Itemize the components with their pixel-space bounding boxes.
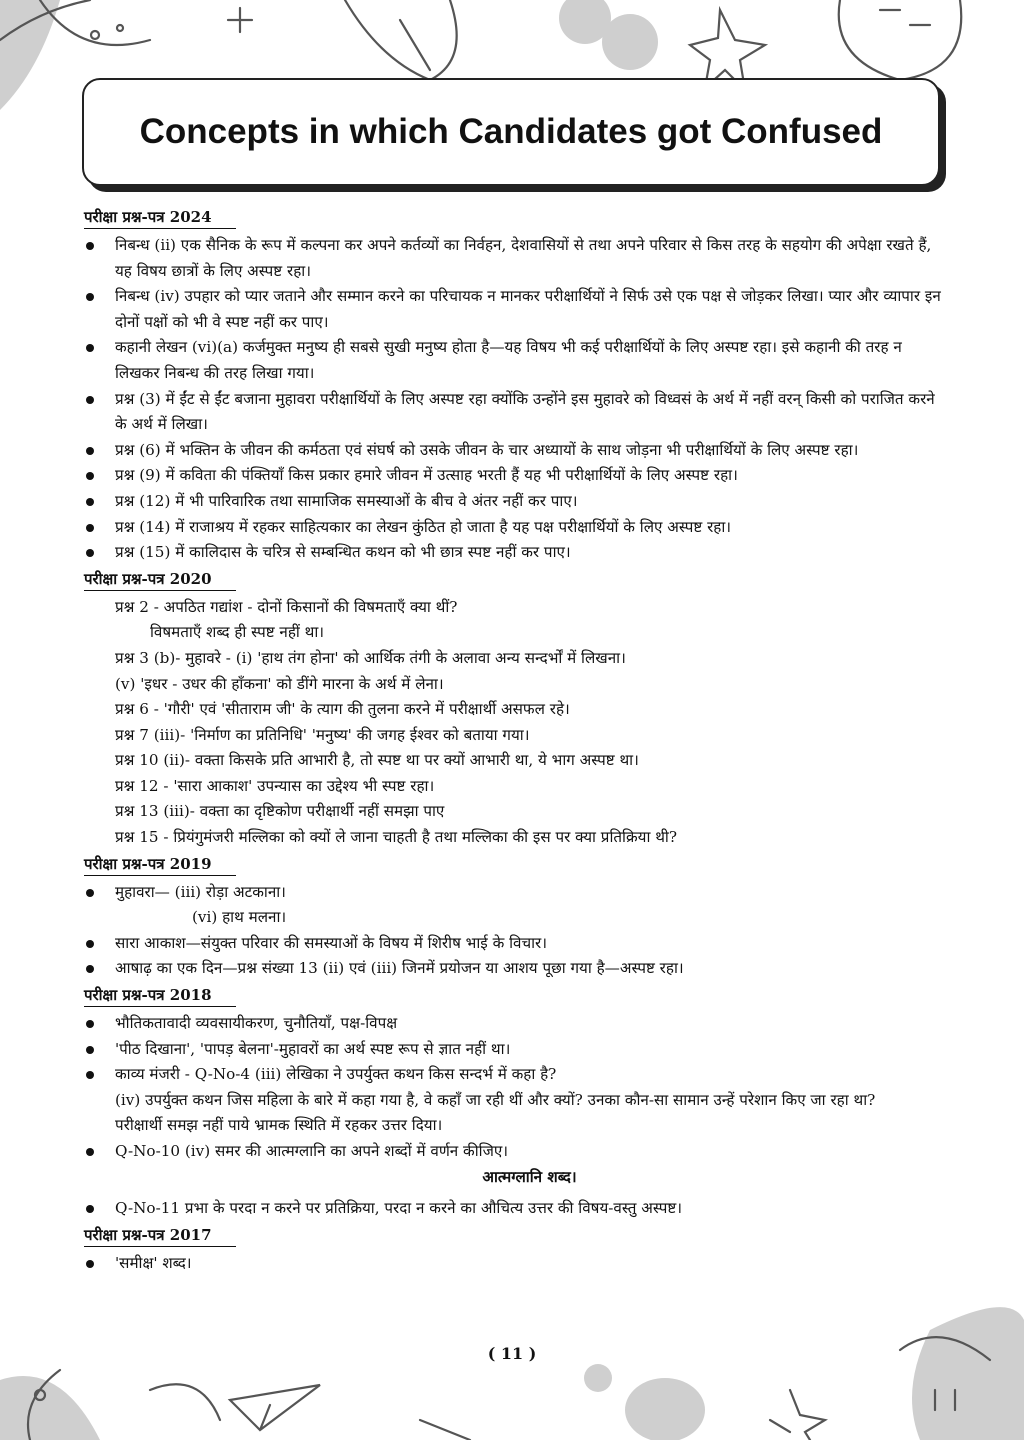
line: (iv) उपर्युक्त कथन जिस महिला के बारे में कहा गया है, वे कहाँ जा रही थीं और क्यों? उनका कौन-सा सामान उन्हें परेशान किए जा रहा था?	[115, 1090, 876, 1109]
list-item: प्रश्न (12) में भी पारिवारिक तथा सामाजिक समस्याओं के बीच वे अंतर नहीं कर पाए।	[84, 489, 944, 515]
list-item: प्रश्न (3) में ईंट से ईंट बजाना मुहावरा परीक्षार्थियों के लिए अस्पष्ट रहा क्योंकि उन्होंने इस मुहावरे को विध्वसं के अर्थ में नहीं वरन् किसी को पराजित करने के अर्थ में लिखा।	[84, 387, 944, 438]
list-2018-more	[84, 1139, 944, 1165]
line: प्रश्न 7 (iii)- 'निर्माण का प्रतिनिधि' 'मनुष्य' की जगह ईश्वर को बताया गया।	[115, 725, 530, 744]
list-item: Q-No-10 (iv) समर की आत्मग्लानि का अपने शब्दों में वर्णन कीजिए।	[84, 1139, 944, 1165]
line: विषमताएँ शब्द ही स्पष्ट नहीं था।	[150, 623, 325, 642]
page-title: Concepts in which Candidates got Confused	[139, 112, 883, 151]
line: प्रश्न 3 (b)- मुहावरे - (i) 'हाथ तंग होना' को आर्थिक तंगी के अलावा अन्य सन्दर्भों में लिखना।	[115, 648, 626, 667]
section-heading-2024: परीक्षा प्रश्न-पत्र 2024	[84, 206, 236, 229]
list-item: प्रश्न (15) में कालिदास के चरित्र से सम्बन्धित कथन को भी छात्र स्पष्ट नहीं कर पाए।	[84, 540, 944, 566]
note: आत्मग्लानि शब्द।	[482, 1167, 577, 1186]
line: प्रश्न 12 - 'सारा आकाश' उपन्यास का उद्देश्य भी स्पष्ट रहा।	[115, 776, 435, 795]
list-item: 'समीक्ष' शब्द।	[84, 1251, 944, 1277]
title-box	[82, 78, 940, 186]
list-item: प्रश्न (9) में कविता की पंक्तियाँ किस प्रकार हमारे जीवन में उत्साह भरती हैं यह भी परीक्षार्थियों के लिए अस्पष्ट रहा।	[84, 463, 944, 489]
section-heading-2017: परीक्षा प्रश्न-पत्र 2017	[84, 1224, 236, 1247]
list-item: मुहावरा— (iii) रोड़ा अटकाना।	[84, 880, 944, 906]
line: प्रश्न 13 (iii)- वक्ता का दृष्टिकोण परीक्षार्थी नहीं समझा पाए	[115, 802, 445, 821]
list-2018-last	[84, 1196, 944, 1222]
list-item: 'पीठ दिखाना', 'पापड़ बेलना'-मुहावरों का अर्थ स्पष्ट रूप से ज्ञात नहीं था।	[84, 1037, 944, 1063]
list-item: सारा आकाश—संयुक्त परिवार की समस्याओं के विषय में शिरीष भाई के विचार।	[84, 931, 944, 957]
list-item: Q-No-11 प्रभा के परदा न करने पर प्रतिक्रिया, परदा न करने का औचित्य उत्तर की विषय-वस्तु अस्पष्ट।	[84, 1196, 944, 1222]
line: प्रश्न 2 - अपठित गद्यांश - दोनों किसानों की विषमताएँ क्या थीं?	[115, 597, 458, 616]
list-item: भौतिकतावादी व्यवसायीकरण, चुनौतियाँ, पक्ष-विपक्ष	[84, 1011, 944, 1037]
list-2019	[84, 880, 944, 906]
list-2018	[84, 1011, 944, 1088]
list-item: आषाढ़ का एक दिन—प्रश्न संख्या 13 (ii) एवं (iii) जिनमें प्रयोजन या आशय पूछा गया है—अस्पष्ट रहा।	[84, 956, 944, 982]
list-item: निबन्ध (iv) उपहार को प्यार जताने और सम्मान करने का परिचायक न मानकर परीक्षार्थियों ने सिर्फ उसे एक पक्ष से जोड़कर लिखा। प्यार और व्यापार इन दोनों पक्षों को भी वे स्पष्ट नहीं कर पाए।	[84, 284, 944, 335]
line: परीक्षार्थी समझ नहीं पाये भ्रामक स्थिति में रहकर उत्तर दिया।	[115, 1116, 443, 1135]
line: (vi) हाथ मलना।	[192, 908, 287, 927]
section-heading-2018: परीक्षा प्रश्न-पत्र 2018	[84, 984, 236, 1007]
list-2019-more	[84, 931, 944, 982]
page-number: ( 11 )	[487, 1344, 537, 1363]
section-heading-2019: परीक्षा प्रश्न-पत्र 2019	[84, 853, 236, 876]
line: प्रश्न 6 - 'गौरी' एवं 'सीताराम जी' के त्याग की तुलना करने में परीक्षार्थी असफल रहे।	[115, 700, 570, 719]
list-item: प्रश्न (14) में राजाश्रय में रहकर साहित्यकार का लेखन कुंठित हो जाता है यह पक्ष परीक्षार्थियों के लिए अस्पष्ट रहा।	[84, 515, 944, 541]
list-2024	[84, 233, 944, 566]
list-2017	[84, 1251, 944, 1277]
line: प्रश्न 15 - प्रियंगुमंजरी मल्लिका को क्यों ले जाना चाहती है तथा मल्लिका की इस पर क्या प्रतिक्रिया थी?	[115, 828, 677, 847]
content	[84, 204, 944, 1276]
list-item: कहानी लेखन (vi)(a) कर्जमुक्त मनुष्य ही सबसे सुखी मनुष्य होता है—यह विषय भी कई परीक्षार्थियों के लिए अस्पष्ट रहा। इसे कहानी की तरह न लिखकर निबन्ध की तरह लिखा गया।	[84, 335, 944, 386]
line: (v) 'इधर - उधर की हाँकना' को डींगे मारना के अर्थ में लेना।	[115, 674, 444, 693]
list-item: काव्य मंजरी - Q-No-4 (iii) लेखिका ने उपर्युक्त कथन किस सन्दर्भ में कहा है?	[84, 1062, 944, 1088]
section-heading-2020: परीक्षा प्रश्न-पत्र 2020	[84, 568, 236, 591]
line: प्रश्न 10 (ii)- वक्ता किसके प्रति आभारी है, तो स्पष्ट था पर क्यों आभारी था, ये भाग अस्पष्ट था।	[115, 751, 639, 770]
list-item: प्रश्न (6) में भक्तिन के जीवन की कर्मठता एवं संघर्ष को उसके जीवन के चार अध्यायों के साथ जोड़ना भी परीक्षार्थियों के लिए अस्पष्ट रहा।	[84, 438, 944, 464]
list-item: निबन्ध (ii) एक सैनिक के रूप में कल्पना कर अपने कर्तव्यों का निर्वहन, देशवासियों से तथा अपने परिवार से किस तरह के सहयोग की अपेक्षा रखते हैं, यह विषय छात्रों के लिए अस्पष्ट रहा।	[84, 233, 944, 284]
